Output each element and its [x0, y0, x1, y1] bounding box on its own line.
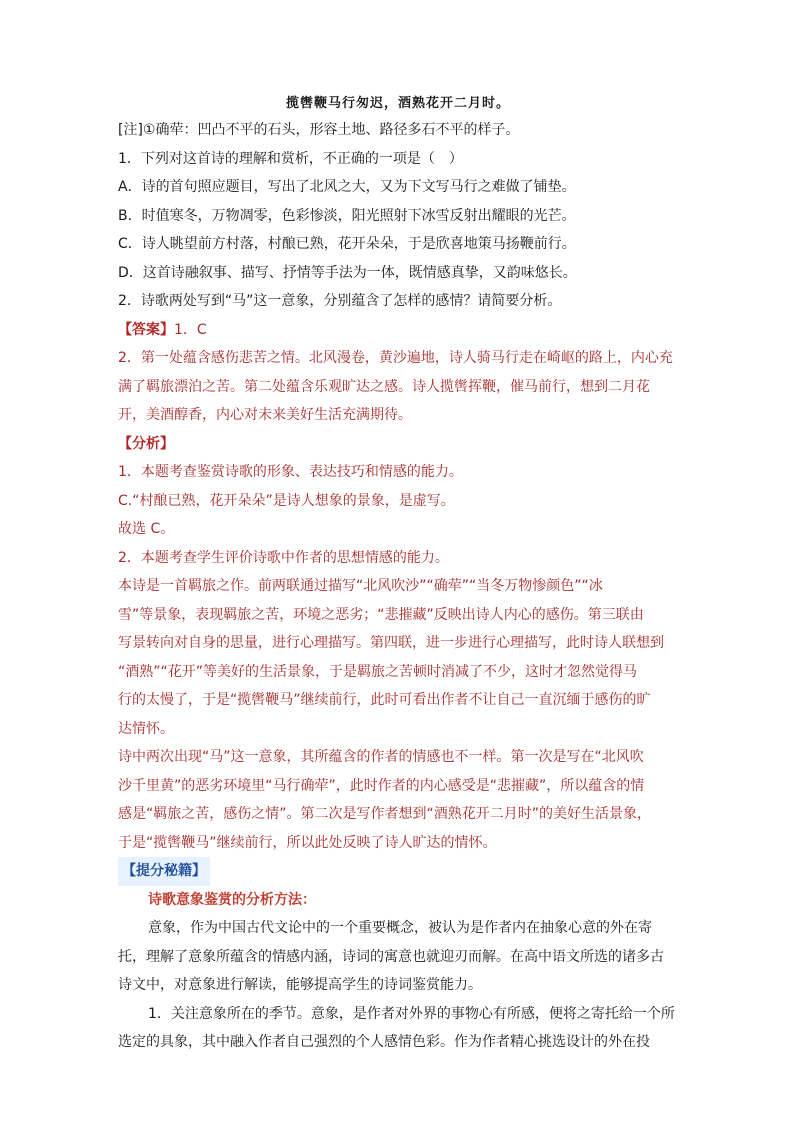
analysis-line: 写景转向对自身的思量，进行心理描写。第四联，进一步进行心理描写，此时诗人联想到: [118, 635, 664, 651]
tips-header: [118, 857, 678, 886]
option-c: C．诗人眺望前方村落，村酿已熟，花开朵朵，于是欣喜地策马扬鞭前行。: [118, 236, 576, 252]
tips-paragraph-line: 1．关注意象所在的季节。意象，是作者对外界的事物心有所感，便将之寄托给一个所: [148, 1005, 675, 1022]
tips-paragraph-line: 选定的具象，其中融入作者自己强烈的个人感情色彩。作为作者精心挑选设计的外在投: [118, 1034, 650, 1050]
analysis-line: 2．本题考查学生评价诗歌中作者的思想情感的能力。: [118, 549, 449, 566]
tips-paragraph-line: 托，理解了意象所蕴含的情感内涵，诗词的寓意也就迎刃而解。在高中语文所选的诸多古: [118, 948, 664, 965]
answer-q2-line: 2．第一处蕴含感伤悲苦之情。北风漫卷，黄沙遍地，诗人骑马行走在崎岖的路上，内心充: [118, 350, 673, 366]
analysis-line: 达情怀。: [118, 720, 174, 737]
option-a: A．诗的首句照应题目，写出了北风之大，又为下文写马行之难做了铺垫。: [118, 179, 576, 195]
option-d: D．这首诗融叙事、描写、抒情等手法为一体，既情感真挚，又韵味悠长。: [118, 264, 577, 281]
analysis-line: 行的太慢了，于是“揽辔鞭马”继续前行，此时可看出作者不让自己一直沉缅于感伤的旷: [118, 692, 651, 708]
answer-header: [118, 316, 678, 345]
analysis-line: 诗中两次出现“马”这一意象，其所蕴含的作者的情感也不一样。第一次是写在“北风吹: [118, 749, 644, 765]
note: [注]①确荦：凹凸不平的石头，形容土地、路径多石不平的样子。: [118, 122, 520, 138]
analysis-line: 于是“揽辔鞭马”继续前行，所以此处反映了诗人旷达的情怀。: [118, 834, 497, 851]
analysis-line: “酒熟”“花开”等美好的生活景象，于是羁旅之苦顿时消减了不少，这时才忽然觉得马: [118, 663, 638, 680]
document-page: [118, 92, 678, 1057]
analysis-line: 感是“羁旅之苦，感伤之情”。第二次是写作者想到“酒熟花开二月时”的美好生活景象，: [118, 806, 652, 822]
analysis-line: C.“村酿已熟，花开朵朵”是诗人想象的景象，是虚写。: [118, 492, 455, 509]
tips-label: 【提分秘籍】: [118, 857, 210, 886]
analysis-line: 故选 C。: [118, 521, 175, 537]
question-1-stem: 1．下列对这首诗的理解和赏析，不正确的一项是（ ）: [118, 150, 463, 167]
tips-paragraph-line: 诗文中，对意象进行解读，能够提高学生的诗词鉴赏能力。: [118, 977, 482, 993]
tips-paragraph-line: 意象，作为中国古代文论中的一个重要概念，被认为是作者内在抽象心意的外在寄: [148, 920, 652, 936]
question-2-stem: 2．诗歌两处写到“马”这一意象，分别蕴含了怎样的感情？请简要分析。: [118, 293, 562, 309]
analysis-line: 本诗是一首羁旅之作。前两联通过描写“北风吹沙”“确荦”“当冬万物惨颜色”“冰: [118, 578, 603, 594]
analysis-line: 1．本题考查鉴赏诗歌的形象、表达技巧和情感的能力。: [118, 464, 463, 480]
option-b: B．时值寒冬，万物凋零，色彩惨淡，阳光照射下冰雪反射出耀眼的光芒。: [118, 207, 576, 224]
answer-q2-line: 开，美酒醇香，内心对未来美好生活充满期待。: [118, 407, 412, 423]
analysis-line: 雪”等景象，表现羁旅之苦，环境之恶劣；“悲摧藏”反映出诗人内心的感伤。第三联由: [118, 606, 644, 623]
answer-q2-line: 满了羁旅漂泊之苦。第二处蕴含乐观旷达之感。诗人揽辔挥鞭，催马前行，想到二月花: [118, 378, 650, 395]
poem-line: 揽辔鞭马行匆迟，酒熟花开二月时。: [285, 96, 510, 111]
analysis-line: 沙千里黄”的恶劣环境里“马行确荦”，此时作者的内心感受是“悲摧藏”，所以蕴含的情: [118, 777, 645, 794]
method-title: 诗歌意象鉴赏的分析方法：: [148, 891, 316, 908]
answer-label: 【答案】: [118, 321, 174, 338]
analysis-label: 【分析】: [118, 435, 174, 452]
answer-q1: 1．C: [174, 321, 207, 338]
